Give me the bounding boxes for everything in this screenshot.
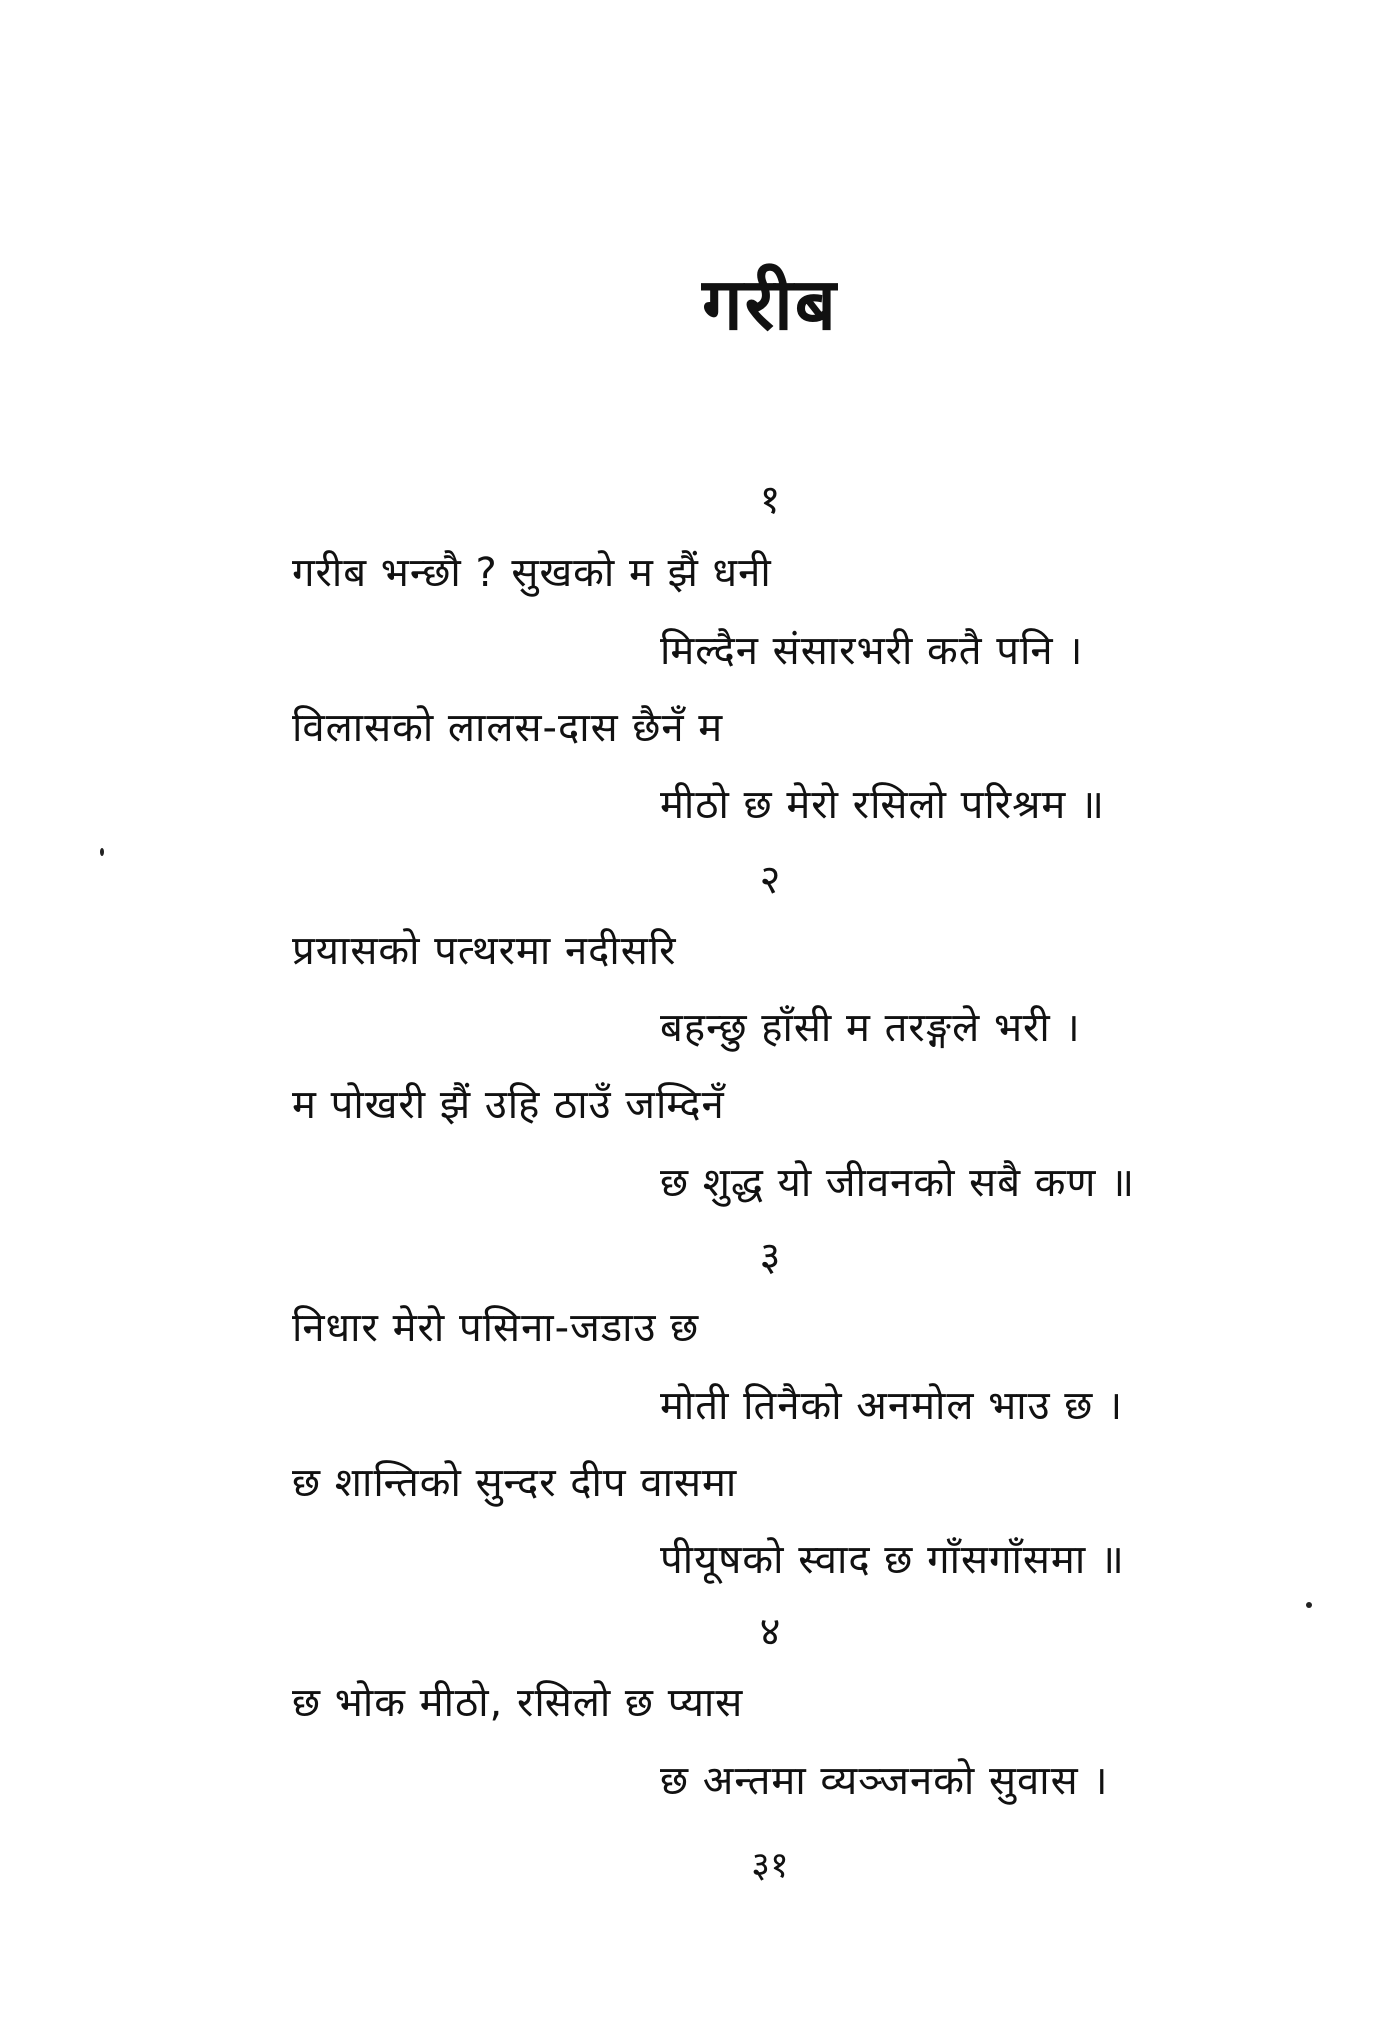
stanza-4-line-1: छ भोक मीठो, रसिलो छ प्यास	[292, 1680, 744, 1726]
stanza-1-line-3: विलासको लालस-दास छैनँ म	[292, 705, 724, 751]
stanza-number-3: ३	[759, 1234, 781, 1280]
scan-speck	[100, 848, 104, 856]
stanza-4-line-2: छ अन्तमा व्यञ्जनको सुवास ।	[660, 1758, 1109, 1804]
stanza-1-line-1: गरीब भन्छौ ? सुखको म झैं धनी	[292, 550, 772, 596]
stanza-3-line-1: निधार मेरो पसिना-जडाउ छ	[292, 1305, 700, 1351]
page-number: ३१	[751, 1845, 789, 1886]
stanza-2-line-2: बहन्छु हाँसी म तरङ्गले भरी ।	[660, 1005, 1081, 1051]
stanza-number-2: २	[759, 857, 781, 903]
stanza-2-line-4: छ शुद्ध यो जीवनको सबै कण ॥	[660, 1160, 1136, 1206]
stanza-2-line-1: प्रयासको पत्थरमा नदीसरि	[292, 928, 677, 974]
poem-title: गरीब	[702, 262, 838, 346]
stanza-3-line-3: छ शान्तिको सुन्दर दीप वासमा	[292, 1460, 738, 1506]
stanza-1-line-2: मिल्दैन संसारभरी कतै पनि ।	[660, 628, 1084, 674]
stanza-3-line-4: पीयूषको स्वाद छ गाँसगाँसमा ॥	[660, 1537, 1125, 1583]
scan-speck	[1306, 1602, 1312, 1608]
stanza-1-line-4: मीठो छ मेरो रसिलो परिश्रम ॥	[660, 782, 1106, 828]
stanza-3-line-2: मोती तिनैको अनमोल भाउ छ ।	[660, 1383, 1124, 1429]
stanza-number-4: ४	[759, 1609, 781, 1655]
stanza-number-1: १	[759, 477, 781, 523]
stanza-2-line-3: म पोखरी झैं उहि ठाउँ जम्दिनँ	[292, 1082, 725, 1128]
